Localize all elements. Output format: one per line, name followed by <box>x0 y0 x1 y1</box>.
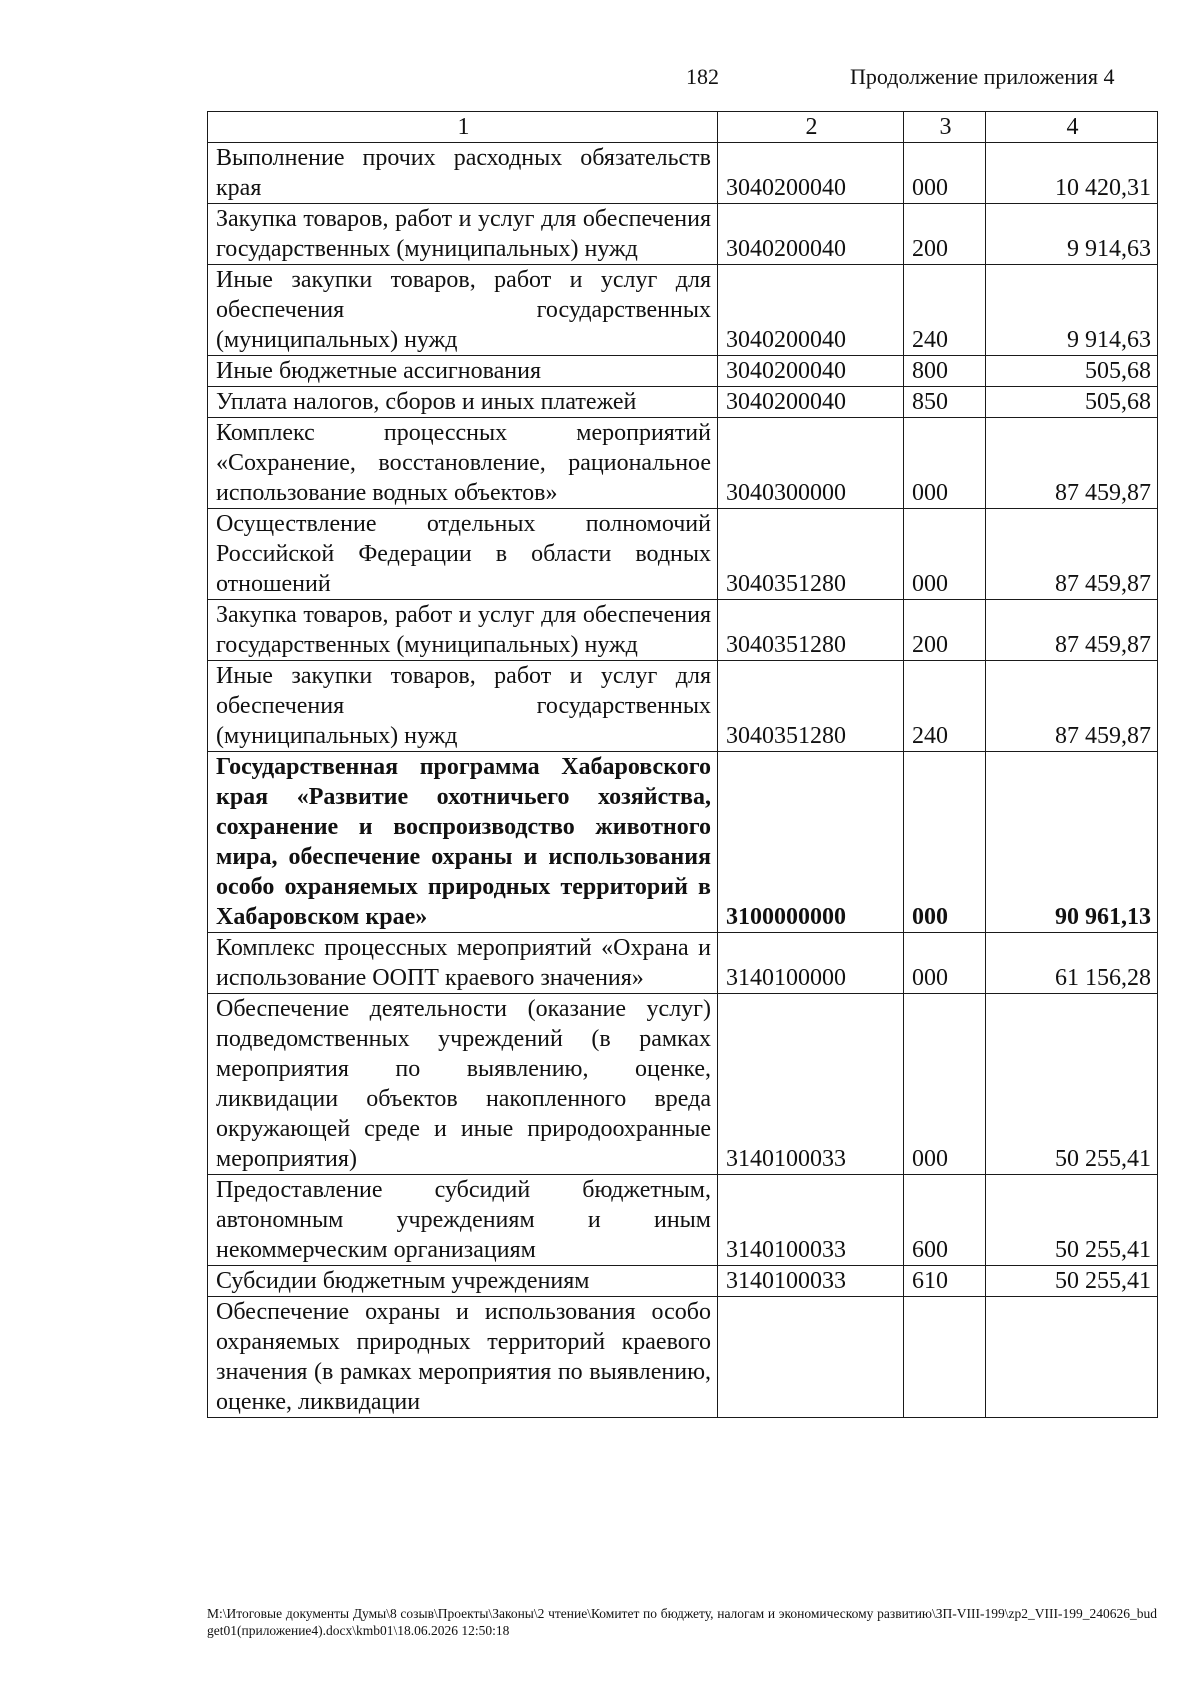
column-header-code: 2 <box>718 112 904 143</box>
table-row <box>208 600 1158 661</box>
cell-code: 3040351280 <box>718 661 904 752</box>
column-header-amount: 4 <box>986 112 1158 143</box>
cell-amount: 87 459,87 <box>986 600 1158 661</box>
cell-name: Субсидии бюджетным учреждениям <box>208 1266 718 1297</box>
cell-code: 3040200040 <box>718 387 904 418</box>
cell-amount: 87 459,87 <box>986 509 1158 600</box>
column-header-name: 1 <box>208 112 718 143</box>
cell-name: Выполнение прочих расходных обязательств края <box>208 143 718 204</box>
cell-code: 3140100033 <box>718 1175 904 1266</box>
cell-expense-type: 610 <box>904 1266 986 1297</box>
cell-expense-type: 000 <box>904 933 986 994</box>
page-number: 182 <box>686 64 719 89</box>
cell-code: 3100000000 <box>718 752 904 933</box>
cell-expense-type: 000 <box>904 752 986 933</box>
cell-name: Иные закупки товаров, работ и услуг для обеспечения государственных (муниципальных) нужд <box>208 265 718 356</box>
cell-amount: 87 459,87 <box>986 418 1158 509</box>
table-row <box>208 265 1158 356</box>
cell-name: Иные бюджетные ассигнования <box>208 356 718 387</box>
cell-expense-type: 000 <box>904 509 986 600</box>
table-row <box>208 418 1158 509</box>
cell-code: 3040351280 <box>718 600 904 661</box>
cell-expense-type: 200 <box>904 600 986 661</box>
cell-expense-type: 240 <box>904 265 986 356</box>
cell-code: 3040200040 <box>718 265 904 356</box>
table-row <box>208 994 1158 1175</box>
cell-amount: 505,68 <box>986 356 1158 387</box>
cell-code: 3040351280 <box>718 509 904 600</box>
cell-name: Осуществление отдельных полномочий Российской Федерации в области водных отношений <box>208 509 718 600</box>
cell-amount: 9 914,63 <box>986 265 1158 356</box>
cell-amount <box>986 1297 1158 1418</box>
column-header-expense-type: 3 <box>904 112 986 143</box>
cell-name: Комплекс процессных мероприятий «Сохранение, восстановление, рациональное использование водных объектов» <box>208 418 718 509</box>
table-row <box>208 143 1158 204</box>
appendix-continuation-title: Продолжение приложения 4 <box>850 64 1115 89</box>
table-row <box>208 387 1158 418</box>
cell-amount: 505,68 <box>986 387 1158 418</box>
table-row <box>208 1266 1158 1297</box>
cell-name: Комплекс процессных мероприятий «Охрана и использование ООПТ краевого значения» <box>208 933 718 994</box>
table-row <box>208 356 1158 387</box>
cell-name: Закупка товаров, работ и услуг для обеспечения государственных (муниципальных) нужд <box>208 204 718 265</box>
cell-amount: 61 156,28 <box>986 933 1158 994</box>
cell-expense-type: 000 <box>904 418 986 509</box>
cell-expense-type: 200 <box>904 204 986 265</box>
cell-name: Обеспечение охраны и использования особо охраняемых природных территорий краевого значения (в рамках мероприятия по выявлению, оценке, ликвидации <box>208 1297 718 1418</box>
file-path-footer: M:\Итоговые документы Думы\8 созыв\Проекты\Законы\2 чтение\Комитет по бюджету, налогам и экономическому развитию\ЗП-VIII-199\zp2_VIII-199_240626_budget01(приложение4).docx\kmb01\18.06.2026 12:50:18 <box>207 1606 1157 1638</box>
cell-code <box>718 1297 904 1418</box>
cell-amount: 50 255,41 <box>986 1266 1158 1297</box>
cell-amount: 87 459,87 <box>986 661 1158 752</box>
table-row <box>208 1175 1158 1266</box>
table-row <box>208 1297 1158 1418</box>
cell-expense-type: 240 <box>904 661 986 752</box>
cell-code: 3140100000 <box>718 933 904 994</box>
cell-code: 3040200040 <box>718 356 904 387</box>
cell-code: 3040300000 <box>718 418 904 509</box>
table-row <box>208 933 1158 994</box>
cell-code: 3140100033 <box>718 994 904 1175</box>
cell-amount: 9 914,63 <box>986 204 1158 265</box>
table-row <box>208 752 1158 933</box>
table-header-row <box>208 112 1158 143</box>
cell-expense-type: 000 <box>904 143 986 204</box>
cell-name: Закупка товаров, работ и услуг для обеспечения государственных (муниципальных) нужд <box>208 600 718 661</box>
cell-expense-type <box>904 1297 986 1418</box>
cell-code: 3040200040 <box>718 204 904 265</box>
cell-name: Уплата налогов, сборов и иных платежей <box>208 387 718 418</box>
table-row <box>208 661 1158 752</box>
cell-amount: 50 255,41 <box>986 994 1158 1175</box>
cell-expense-type: 850 <box>904 387 986 418</box>
table-row <box>208 509 1158 600</box>
cell-expense-type: 800 <box>904 356 986 387</box>
cell-amount: 10 420,31 <box>986 143 1158 204</box>
cell-name: Обеспечение деятельности (оказание услуг) подведомственных учреждений (в рамках мероприятия по выявлению, оценке, ликвидации объектов накопленного вреда окружающей среде и иные природоохранные мероприятия) <box>208 994 718 1175</box>
cell-expense-type: 000 <box>904 994 986 1175</box>
cell-code: 3040200040 <box>718 143 904 204</box>
table-row <box>208 204 1158 265</box>
cell-name: Государственная программа Хабаровского края «Развитие охотничьего хозяйства, сохранение и воспроизводство животного мира, обеспечение охраны и использования особо охраняемых природных территорий в Хабаровском крае» <box>208 752 718 933</box>
cell-expense-type: 600 <box>904 1175 986 1266</box>
budget-table <box>207 111 1158 1418</box>
cell-amount: 90 961,13 <box>986 752 1158 933</box>
cell-code: 3140100033 <box>718 1266 904 1297</box>
cell-name: Предоставление субсидий бюджетным, автономным учреждениям и иным некоммерческим организациям <box>208 1175 718 1266</box>
cell-name: Иные закупки товаров, работ и услуг для обеспечения государственных (муниципальных) нужд <box>208 661 718 752</box>
cell-amount: 50 255,41 <box>986 1175 1158 1266</box>
